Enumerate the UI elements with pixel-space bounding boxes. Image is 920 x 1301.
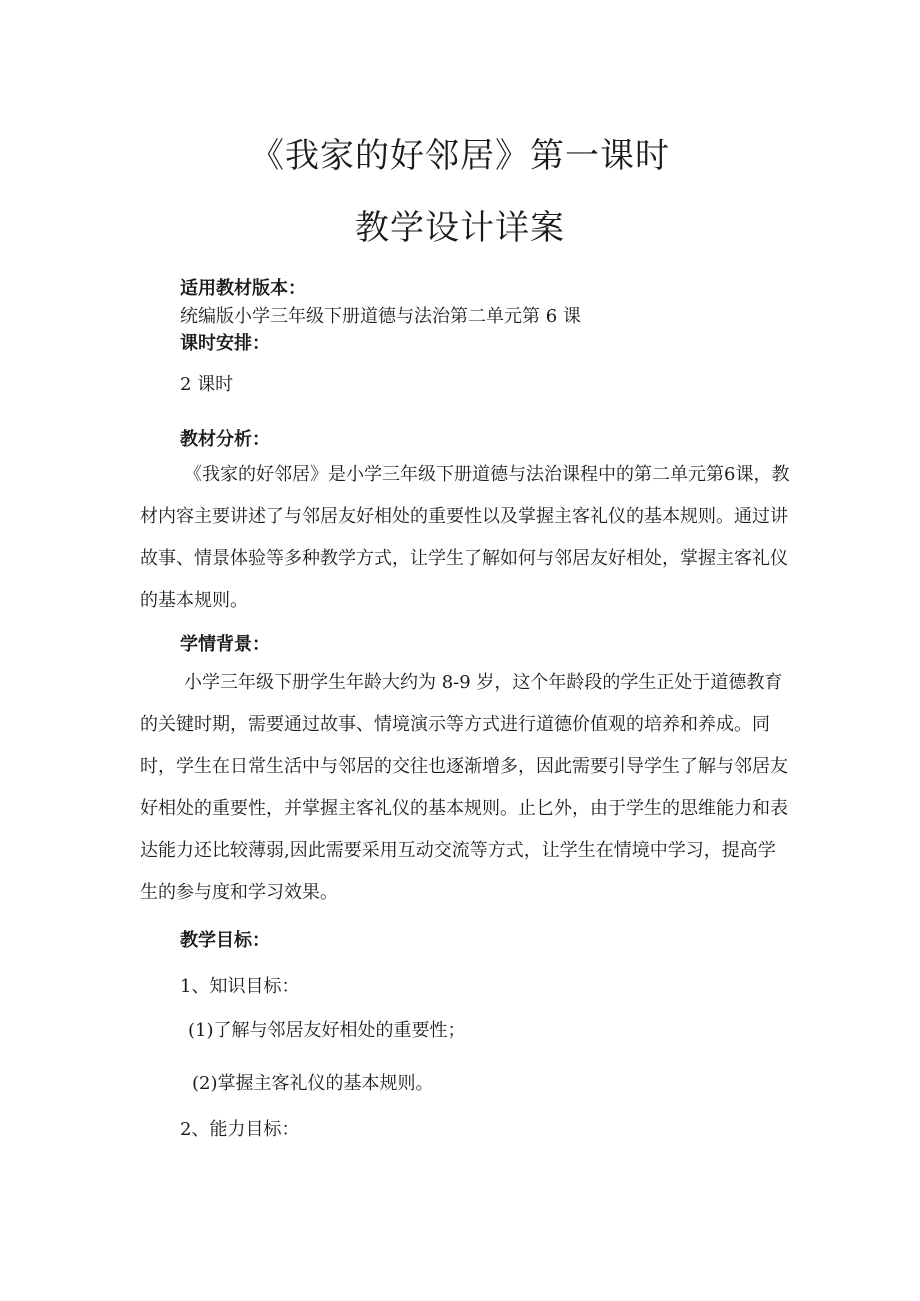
objectives-label: 教学目标： [180,930,270,951]
objective1-heading: 1、知识目标： [180,976,300,997]
analysis-label: 教材分析： [180,429,270,450]
background-paragraph [140,662,790,914]
document-title-line1: 《我家的好邻居》第一课时 [250,136,670,176]
objective1-item1: (1)了解与邻居友好相处的重要性； [188,1020,466,1041]
analysis-paragraph [140,454,790,622]
background-text: 小学三年级下册学生年龄大约为 8-9 岁，这个年龄段的学生正处于道德教育的关键时期，需要通过故事、情境演示等方式进行道德价值观的培养和养成。同时，学生在日常生活中与邻居的交往也逐渐增多，因此需要引导学生了解与邻居友好相处的重要性，并掌握主客礼仪的基本规则。止匕外，由于学生的思维能力和表达能力还比较薄弱,因此需要采用互动交流等方式，让学生在情境中学习，提高学生的参与度和学习效果。 [140,672,788,903]
schedule-label: 课时安排： [180,333,270,354]
edition-label: 适用教材版本： [180,278,306,299]
schedule-value: 2 课时 [180,374,234,395]
background-label: 学情背景： [180,634,270,655]
objective2-heading: 2、能力目标： [180,1119,300,1140]
edition-value: 统编版小学三年级下册道德与法治第二单元第 6 课 [180,306,581,327]
analysis-text: 《我家的好邻居》是小学三年级下册道德与法治课程中的第二单元第6课，教材内容主要讲述了与邻居友好相处的重要性以及掌握主客礼仪的基本规则。通过讲故事、情景体验等多种教学方式，让学生了解如何与邻居友好相处，掌握主客礼仪的基本规则。 [140,464,790,611]
document-title-line2: 教学设计详案 [355,208,565,248]
objective1-item2: (2)掌握主客礼仪的基本规则。 [192,1073,434,1094]
